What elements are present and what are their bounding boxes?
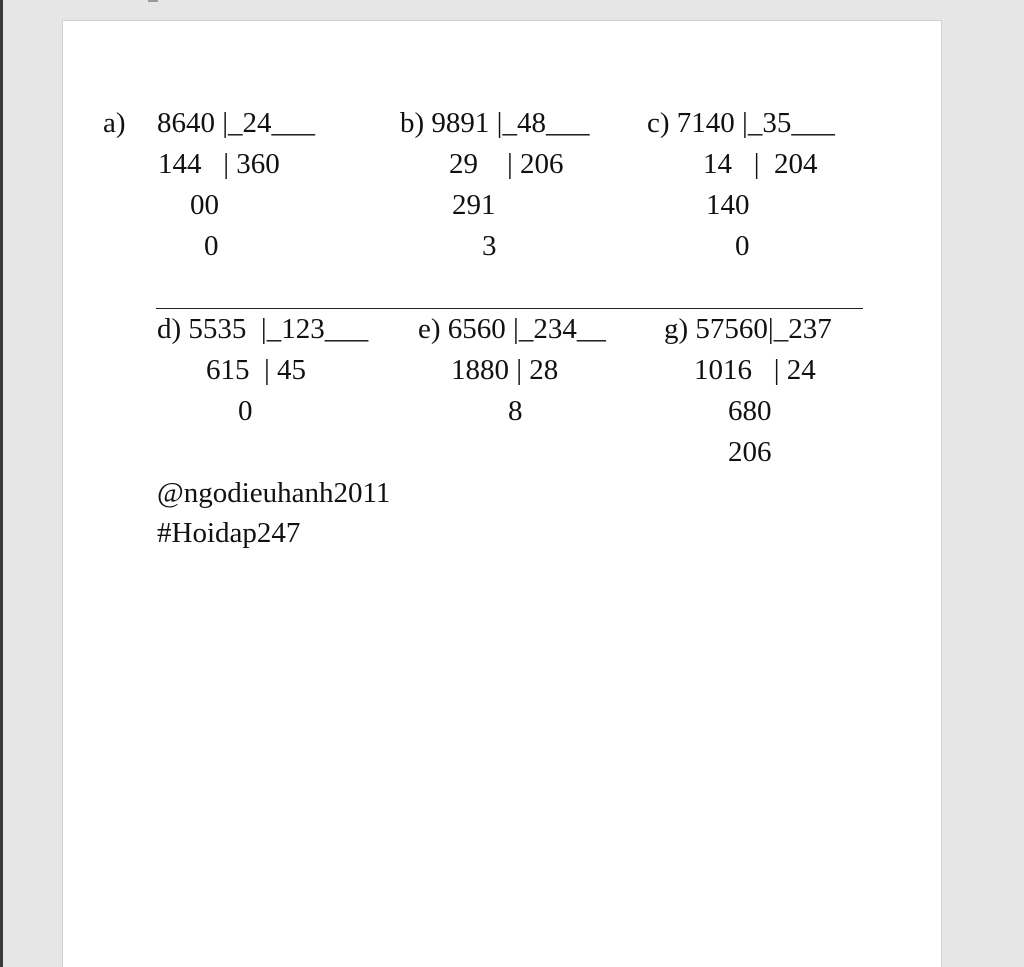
problem-a-line-4: 0 bbox=[204, 230, 219, 262]
problem-e-line-1: e) 6560 |_234__ bbox=[418, 313, 606, 345]
problem-a-label: a) bbox=[103, 107, 126, 139]
problem-d-line-3: 0 bbox=[238, 395, 253, 427]
site-hashtag: #Hoidap247 bbox=[157, 517, 301, 549]
problem-b-line-2: 29 | 206 bbox=[449, 148, 564, 180]
problem-c-line-1: c) 7140 |_35___ bbox=[647, 107, 835, 139]
author-handle: @ngodieuhanh2011 bbox=[157, 477, 391, 509]
problem-g-line-3: 680 bbox=[728, 395, 772, 427]
problem-c-line-4: 0 bbox=[735, 230, 750, 262]
problem-d-line-1: d) 5535 |_123___ bbox=[157, 313, 369, 345]
problem-b-line-3: 291 bbox=[452, 189, 496, 221]
problem-e-line-3: 8 bbox=[508, 395, 523, 427]
problem-c-line-3: 140 bbox=[706, 189, 750, 221]
problem-d-line-2: 615 | 45 bbox=[206, 354, 307, 386]
problem-a-line-2: 144 | 360 bbox=[158, 148, 280, 180]
problem-e-line-2: 1880 | 28 bbox=[451, 354, 559, 386]
problem-a-line-3: 00 bbox=[190, 189, 219, 221]
problem-b-line-1: b) 9891 |_48___ bbox=[400, 107, 590, 139]
problem-g-line-1: g) 57560|_237 bbox=[664, 313, 832, 345]
top-scroll-tick bbox=[148, 0, 158, 2]
problem-c-line-2: 14 | 204 bbox=[703, 148, 818, 180]
problem-g-line-2: 1016 | 24 bbox=[694, 354, 816, 386]
problem-g-line-4: 206 bbox=[728, 436, 772, 468]
section-divider bbox=[156, 308, 863, 309]
problem-a-line-1: 8640 |_24___ bbox=[157, 107, 316, 139]
problem-b-line-4: 3 bbox=[482, 230, 497, 262]
window-left-edge bbox=[0, 0, 3, 967]
